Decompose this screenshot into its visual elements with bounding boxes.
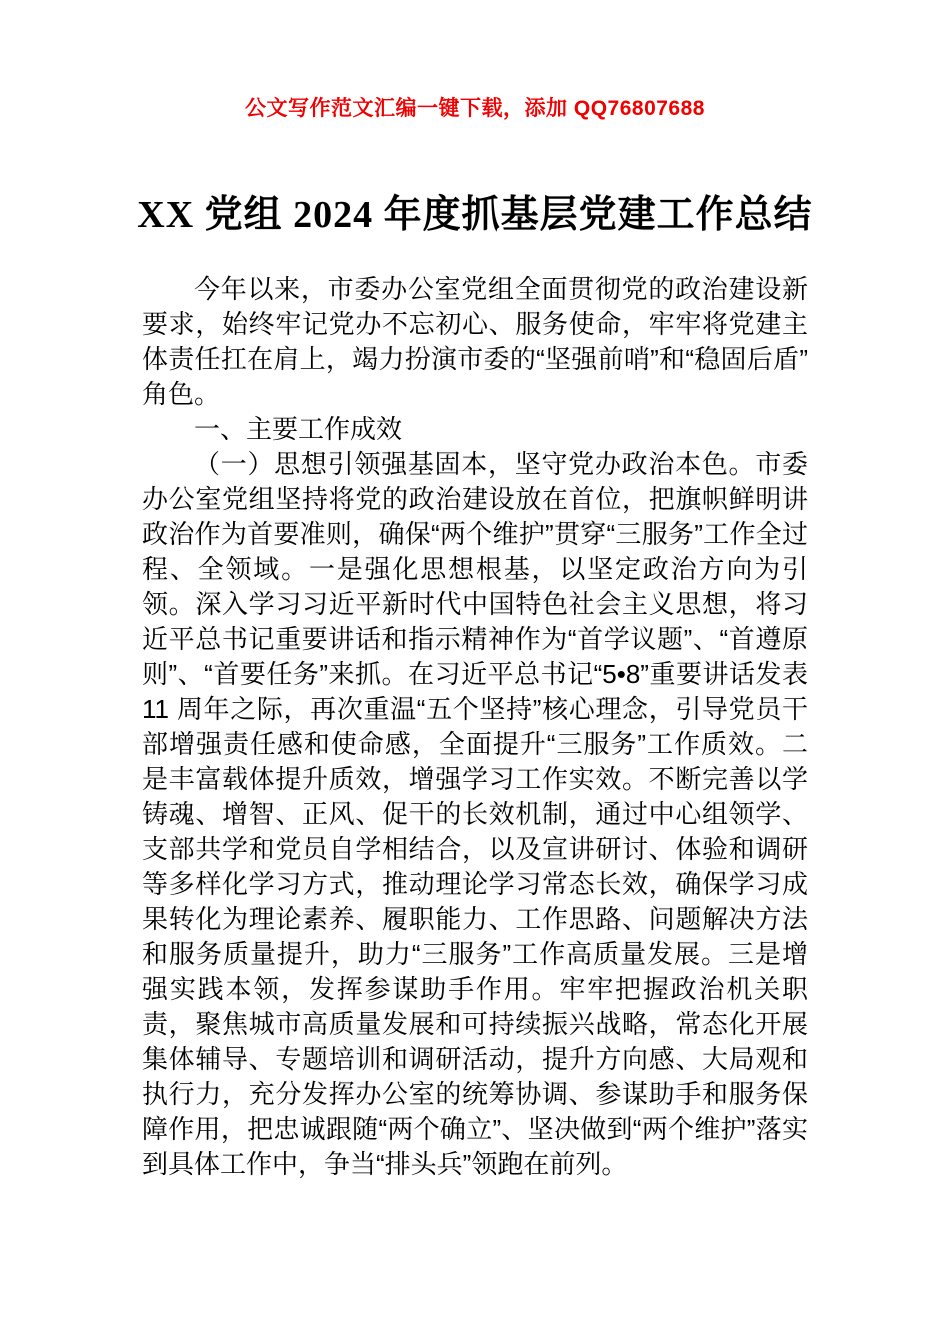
- document-title: XX 党组 2024 年度抓基层党建工作总结: [137, 194, 813, 236]
- document-body: [142, 272, 808, 1182]
- download-notice-text: 公文写作范文汇编一键下载，添加 QQ76807688: [245, 97, 705, 120]
- paragraph-intro: 今年以来，市委办公室党组全面贯彻党的政治建设新要求，始终牢记党办不忘初心、服务使命，牢牢将党建主体责任扛在肩上，竭力扮演市委的“坚强前哨”和“稳固后盾”角色。: [142, 274, 808, 409]
- section-heading-main-achievements: 一、主要工作成效: [194, 414, 403, 444]
- paragraph-section-one: （一）思想引领强基固本，坚守党办政治本色。市委办公室党组坚持将党的政治建设放在首位，把旗帜鲜明讲政治作为首要准则，确保“两个维护”贯穿“三服务”工作全过程、全领域。一是强化思想根基，以坚定政治方向为引领。深入学习习近平新时代中国特色社会主义思想，将习近平总书记重要讲话和指示精神作为“首学议题”、“首遵原则”、“首要任务”来抓。在习近平总书记“5•8”重要讲话发表 11 周年之际，再次重温“五个坚持”核心理念，引导党员干部增强责任感和使命感，全面提升“三服务”工作质效。二是丰富载体提升质效，增强学习工作实效。不断完善以学铸魂、增智、正风、促干的长效机制，通过中心组领学、支部共学和党员自学相结合，以及宣讲研讨、体验和调研等多样化学习方式，推动理论学习常态长效，确保学习成果转化为理论素养、履职能力、工作思路、问题解决方法和服务质量提升，助力“三服务”工作高质量发展。三是增强实践本领，发挥参谋助手作用。牢牢把握政治机关职责，聚焦城市高质量发展和可持续振兴战略，常态化开展集体辅导、专题培训和调研活动，提升方向感、大局观和执行力，充分发挥办公室的统筹协调、参谋助手和服务保障作用，把忠诚跟随“两个确立”、坚决做到“两个维护”落实到具体工作中，争当“排头兵”领跑在前列。: [142, 449, 808, 1179]
